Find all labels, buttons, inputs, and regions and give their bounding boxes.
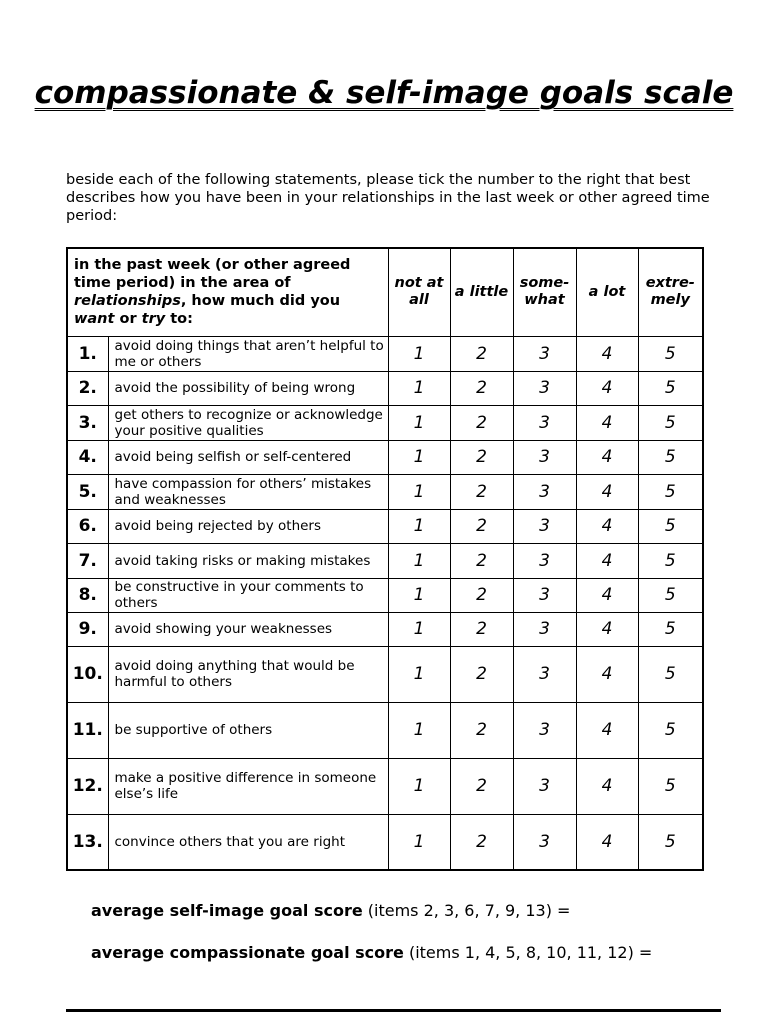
option-header-somewhat: some-what (513, 248, 576, 336)
rating-option-1[interactable]: 1 (388, 371, 450, 405)
rating-option-4[interactable]: 4 (576, 646, 638, 702)
item-statement: avoid doing things that aren’t helpful to me or others (108, 336, 388, 371)
rating-option-3[interactable]: 3 (513, 646, 576, 702)
rating-option-1[interactable]: 1 (388, 702, 450, 758)
rating-option-4[interactable]: 4 (576, 758, 638, 814)
compassionate-score-label: average compassionate goal score (91, 943, 404, 962)
rating-option-4[interactable]: 4 (576, 612, 638, 646)
rating-option-3[interactable]: 3 (513, 702, 576, 758)
option-header-not-at-all: not at all (388, 248, 450, 336)
rating-option-4[interactable]: 4 (576, 474, 638, 509)
rating-option-1[interactable]: 1 (388, 336, 450, 371)
item-statement: avoid the possibility of being wrong (108, 371, 388, 405)
rating-option-2[interactable]: 2 (450, 509, 513, 543)
item-number: 6. (67, 509, 108, 543)
rating-option-4[interactable]: 4 (576, 702, 638, 758)
item-number: 12. (67, 758, 108, 814)
rating-option-3[interactable]: 3 (513, 758, 576, 814)
table-row (67, 578, 703, 612)
item-number: 3. (67, 405, 108, 440)
rating-option-5[interactable]: 5 (638, 405, 703, 440)
item-statement: be supportive of others (108, 702, 388, 758)
item-statement: avoid being selfish or self-centered (108, 440, 388, 474)
table-header-row (67, 248, 703, 336)
bottom-rule (66, 1009, 721, 1012)
table-row (67, 702, 703, 758)
option-header-a-lot: a lot (576, 248, 638, 336)
option-header-extremely: extre-mely (638, 248, 703, 336)
rating-option-2[interactable]: 2 (450, 405, 513, 440)
table-row (67, 474, 703, 509)
item-number: 2. (67, 371, 108, 405)
item-number: 5. (67, 474, 108, 509)
rating-option-1[interactable]: 1 (388, 543, 450, 578)
page-title: compassionate & self-image goals scale (34, 75, 734, 111)
item-number: 1. (67, 336, 108, 371)
rating-option-5[interactable]: 5 (638, 578, 703, 612)
rating-option-4[interactable]: 4 (576, 440, 638, 474)
self-image-score-line (66, 900, 716, 922)
table-row (67, 758, 703, 814)
self-image-score-items: (items 2, 3, 6, 7, 9, 13) = (362, 901, 571, 920)
item-statement: get others to recognize or acknowledge your positive qualities (108, 405, 388, 440)
rating-option-5[interactable]: 5 (638, 702, 703, 758)
item-statement: avoid doing anything that would be harmful to others (108, 646, 388, 702)
rating-option-5[interactable]: 5 (638, 646, 703, 702)
question-header: in the past week (or other agreed time period) in the area of relationships, how much did you want or try to: (67, 248, 388, 336)
item-number: 11. (67, 702, 108, 758)
option-header-a-little: a little (450, 248, 513, 336)
item-number: 8. (67, 578, 108, 612)
rating-option-2[interactable]: 2 (450, 543, 513, 578)
rating-option-4[interactable]: 4 (576, 578, 638, 612)
table-row (67, 371, 703, 405)
rating-option-5[interactable]: 5 (638, 612, 703, 646)
rating-option-2[interactable]: 2 (450, 646, 513, 702)
rating-option-3[interactable]: 3 (513, 509, 576, 543)
rating-option-2[interactable]: 2 (450, 702, 513, 758)
item-statement: avoid showing your weaknesses (108, 612, 388, 646)
table-row (67, 814, 703, 870)
rating-option-4[interactable]: 4 (576, 814, 638, 870)
rating-option-3[interactable]: 3 (513, 612, 576, 646)
rating-option-2[interactable]: 2 (450, 336, 513, 371)
rating-option-1[interactable]: 1 (388, 509, 450, 543)
item-statement: avoid being rejected by others (108, 509, 388, 543)
rating-option-3[interactable]: 3 (513, 440, 576, 474)
rating-option-4[interactable]: 4 (576, 336, 638, 371)
instructions: beside each of the following statements, please tick the number to the right that best describes how you have been in your relationships in the last week or other agreed time period: (66, 172, 710, 224)
rating-option-5[interactable]: 5 (638, 814, 703, 870)
rating-option-5[interactable]: 5 (638, 474, 703, 509)
self-image-score-label: average self-image goal score (91, 901, 363, 920)
item-statement: have compassion for others’ mistakes and weaknesses (108, 474, 388, 509)
rating-option-3[interactable]: 3 (513, 543, 576, 578)
rating-option-4[interactable]: 4 (576, 371, 638, 405)
item-number: 9. (67, 612, 108, 646)
rating-option-1[interactable]: 1 (388, 405, 450, 440)
item-number: 13. (67, 814, 108, 870)
rating-option-3[interactable]: 3 (513, 336, 576, 371)
rating-option-5[interactable]: 5 (638, 371, 703, 405)
rating-option-1[interactable]: 1 (388, 758, 450, 814)
rating-option-1[interactable]: 1 (388, 440, 450, 474)
item-statement: avoid taking risks or making mistakes (108, 543, 388, 578)
compassionate-score-line (66, 942, 716, 964)
table-row (67, 509, 703, 543)
rating-option-3[interactable]: 3 (513, 578, 576, 612)
rating-option-5[interactable]: 5 (638, 543, 703, 578)
rating-option-1[interactable]: 1 (388, 578, 450, 612)
table-row (67, 405, 703, 440)
item-number: 7. (67, 543, 108, 578)
rating-option-1[interactable]: 1 (388, 646, 450, 702)
table-row (67, 336, 703, 371)
rating-option-5[interactable]: 5 (638, 758, 703, 814)
rating-option-3[interactable]: 3 (513, 371, 576, 405)
rating-option-5[interactable]: 5 (638, 440, 703, 474)
item-number: 4. (67, 440, 108, 474)
table-row (67, 543, 703, 578)
goals-scale-table (66, 247, 704, 871)
compassionate-score-items: (items 1, 4, 5, 8, 10, 11, 12) = (403, 943, 653, 962)
rating-option-2[interactable]: 2 (450, 371, 513, 405)
rating-option-3[interactable]: 3 (513, 814, 576, 870)
rating-option-4[interactable]: 4 (576, 543, 638, 578)
table-row (67, 440, 703, 474)
item-statement: make a positive difference in someone else’s life (108, 758, 388, 814)
rating-option-5[interactable]: 5 (638, 509, 703, 543)
item-number: 10. (67, 646, 108, 702)
rating-option-2[interactable]: 2 (450, 758, 513, 814)
rating-option-1[interactable]: 1 (388, 612, 450, 646)
rating-option-3[interactable]: 3 (513, 405, 576, 440)
item-statement: convince others that you are right (108, 814, 388, 870)
rating-option-4[interactable]: 4 (576, 405, 638, 440)
table-row (67, 646, 703, 702)
rating-option-3[interactable]: 3 (513, 474, 576, 509)
rating-option-1[interactable]: 1 (388, 814, 450, 870)
rating-option-2[interactable]: 2 (450, 440, 513, 474)
table-row (67, 612, 703, 646)
rating-option-2[interactable]: 2 (450, 814, 513, 870)
rating-option-1[interactable]: 1 (388, 474, 450, 509)
rating-option-4[interactable]: 4 (576, 509, 638, 543)
rating-option-2[interactable]: 2 (450, 578, 513, 612)
rating-option-2[interactable]: 2 (450, 474, 513, 509)
item-statement: be constructive in your comments to others (108, 578, 388, 612)
rating-option-5[interactable]: 5 (638, 336, 703, 371)
rating-option-2[interactable]: 2 (450, 612, 513, 646)
